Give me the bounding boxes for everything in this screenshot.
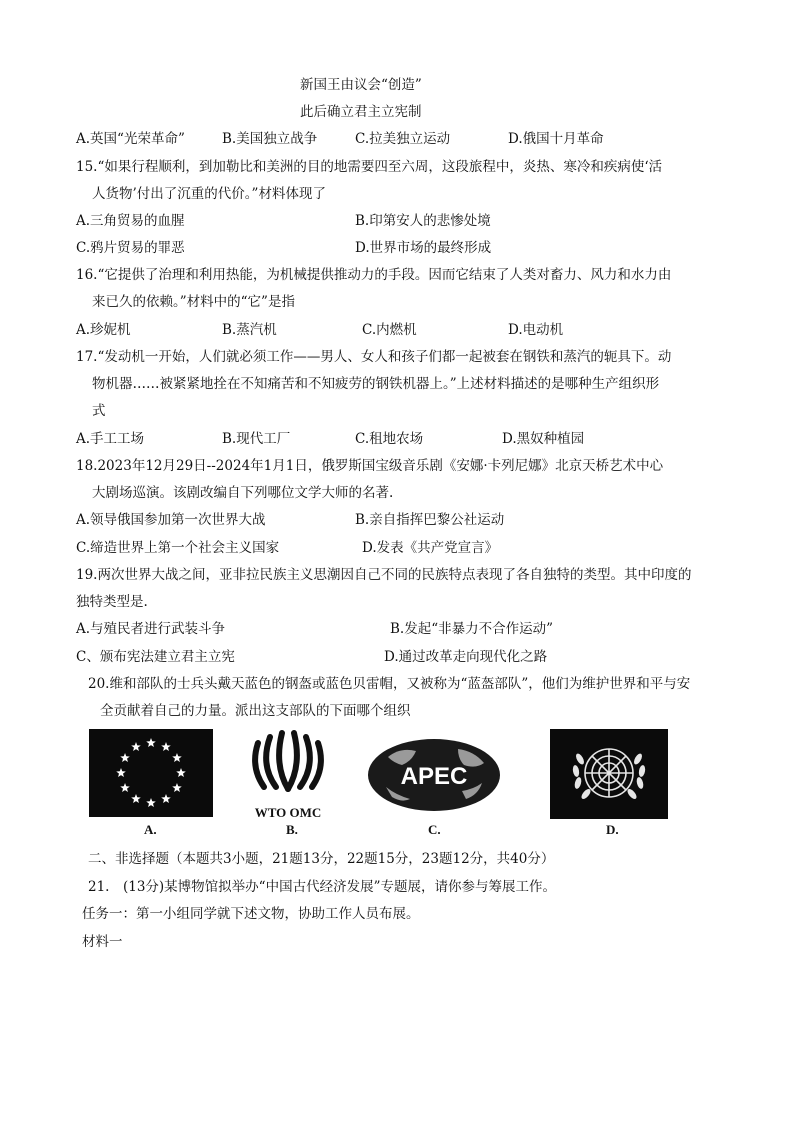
q15-stem-line1: 15.“如果行程顺利，到加勒比和美洲的目的地需要四至六周，这段旅程中，炎热、寒冷和疾病使‘活 [76, 159, 663, 175]
q15-option-d: D.世界市场的最终形成 [355, 240, 492, 256]
q18-stem-line2: 大剧场巡演。该剧改编自下列哪位文学大师的名著. [92, 485, 394, 501]
section2-heading: 二、非选择题（本题共3小题，21题13分，22题15分，23题12分，共40分） [88, 851, 555, 867]
q17-option-a: A.手工工场 [76, 431, 145, 447]
q15-option-a: A.三角贸易的血腥 [76, 213, 185, 229]
apec-logo [366, 737, 502, 813]
q15-stem-line2: 人货物’付出了沉重的代价。”材料体现了 [92, 186, 326, 202]
q17-stem-line2: 物机器……被紧紧地拴在不知痛苦和不知疲劳的钢铁机器上。”上述材料描述的是哪种生产组织形 [92, 376, 660, 392]
q17-stem-line3: 式 [92, 403, 106, 419]
q21-material1: 材料一 [82, 934, 123, 950]
q14-option-a: A.英国“光荣革命” [76, 131, 185, 147]
q18-option-d: D.发表《共产党宣言》 [362, 540, 499, 556]
q18-option-b: B.亲自指挥巴黎公社运动 [355, 512, 505, 528]
q16-option-b: B.蒸汽机 [222, 322, 277, 338]
wto-logo-text: WTO OMC [254, 805, 322, 820]
q19-stem-line2: 独特类型是. [76, 594, 148, 610]
q16-stem-line2: 来已久的依赖。”材料中的“它”是指 [92, 294, 295, 310]
logo-caption-c: C. [428, 822, 441, 837]
q18-option-c: C.缔造世界上第一个社会主义国家 [76, 540, 280, 556]
q14-line2: 此后确立君主立宪制 [300, 104, 422, 120]
q16-option-d: D.电动机 [508, 322, 564, 338]
q18-option-a: A.领导俄国参加第一次世界大战 [76, 512, 266, 528]
q16-option-a: A.珍妮机 [76, 322, 131, 338]
wto-logo [244, 727, 332, 823]
q17-option-d: D.黑奴种植园 [502, 431, 585, 447]
q19-stem-line1: 19.两次世界大战之间，亚非拉民族主义思潮因自己不同的民族特点表现了各自独特的类型。其中印度的 [76, 567, 692, 583]
q18-stem-line1: 18.2023年12月29日--2024年1月1日，俄罗斯国宝级音乐剧《安娜·卡列尼娜》北京天桥艺术中心 [76, 458, 664, 474]
logo-caption-a: A. [144, 822, 157, 837]
q14-line1: 新国王由议会“创造” [300, 77, 422, 93]
q19-option-a: A.与殖民者进行武装斗争 [76, 621, 226, 637]
q21-task1: 任务一：第一小组同学就下述文物，协助工作人员布展。 [82, 906, 420, 922]
apec-logo-text: APEC [400, 763, 468, 790]
eu-flag-logo [89, 729, 213, 817]
logo-caption-b: B. [286, 822, 298, 837]
un-emblem-logo [550, 729, 668, 819]
q14-option-d: D.俄国十月革命 [508, 131, 604, 147]
q19-option-b: B.发起“非暴力不合作运动” [390, 621, 554, 637]
q14-option-c: C.拉美独立运动 [355, 131, 451, 147]
q19-option-c: C、颁布宪法建立君主立宪 [76, 649, 235, 665]
q20-stem-line2: 全贡献着自己的力量。派出这支部队的下面哪个组织 [100, 703, 411, 719]
q17-option-b: B.现代工厂 [222, 431, 291, 447]
q15-option-c: C.鸦片贸易的罪恶 [76, 240, 185, 256]
q15-option-b: B.印第安人的悲惨处境 [355, 213, 491, 229]
q14-option-b: B.美国独立战争 [222, 131, 318, 147]
logo-caption-d: D. [606, 822, 619, 837]
q17-option-c: C.租地农场 [355, 431, 424, 447]
q17-stem-line1: 17.“发动机一开始，人们就必须工作——男人、女人和孩子们都一起被套在钢铁和蒸汽的轭具下。动 [76, 349, 672, 365]
q16-option-c: C.内燃机 [362, 322, 417, 338]
q16-stem-line1: 16.“它提供了治理和利用热能，为机械提供推动力的手段。因而它结束了人类对畜力、风力和水力由 [76, 267, 672, 283]
q21-stem: 21. (13分)某博物馆拟举办“中国古代经济发展”专题展，请你参与筹展工作。 [88, 879, 556, 895]
q20-stem-line1: 20.维和部队的士兵头戴天蓝色的钢盔或蓝色贝雷帽，又被称为“蓝盔部队”，他们为维护世界和平与安 [88, 676, 691, 692]
q19-option-d: D.通过改革走向现代化之路 [384, 649, 548, 665]
